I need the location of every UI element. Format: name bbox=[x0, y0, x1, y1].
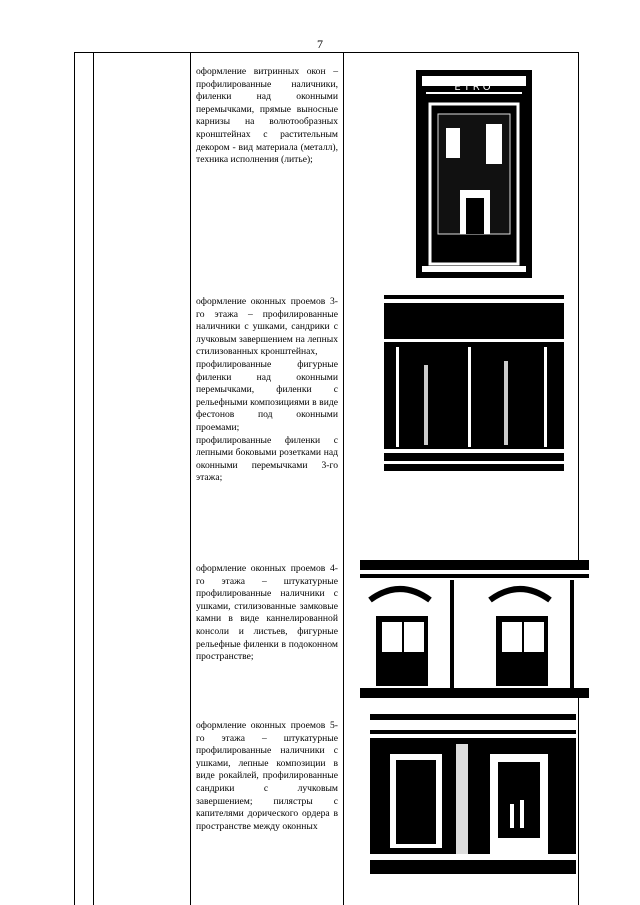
table-column-divider-1 bbox=[93, 52, 94, 905]
third-floor-windows-photo bbox=[384, 295, 564, 471]
etro-sign: ETRO bbox=[454, 82, 494, 93]
fourth-floor-windows-photo bbox=[360, 560, 589, 698]
row-description: оформление оконных проемов 4-го этажа – штукатурные профилированные наличники с ушками, стилизованные замковые камни в виде каннелированной консоли и листьев, фигурные рельефные филенки в подоконном пространстве; bbox=[196, 563, 338, 663]
fifth-floor-windows-photo bbox=[370, 714, 576, 874]
shopfront-window-photo bbox=[416, 70, 532, 278]
row-description: оформление оконных проемов 3-го этажа – профилированные наличники с ушками, сандрики с лучковым завершением на лепных стилизованных кронштейнах, профилированные фигурные филенки над оконными перемычками, филенки с рельефными композициями в виде фестонов под оконными проемами; профилированные филенки с лепными боковыми розетками над оконными перемычками 3-го этажа; bbox=[196, 296, 338, 484]
row-description: оформление оконных проемов 5-го этажа – штукатурные профилированные наличники с ушками, лепные композиции в виде рокайлей, профилированные сандрики с лучковым завершением; пилястры с капителями дорического ордера в пространстве между оконных bbox=[196, 720, 338, 832]
page-number: 7 bbox=[317, 37, 323, 51]
table-border-left bbox=[74, 52, 75, 905]
table-top-border bbox=[74, 52, 579, 53]
table-column-divider-2 bbox=[190, 52, 191, 905]
row-description: оформление витринных окон – профилированные наличники, филенки над оконными перемычками, прямые выносные карнизы на волютообразных кронштейнах с растительным декором - вид материала (металл), техника исполнения (литье); bbox=[196, 66, 338, 166]
table-border-right bbox=[578, 52, 579, 905]
table-column-divider-3 bbox=[343, 52, 344, 905]
